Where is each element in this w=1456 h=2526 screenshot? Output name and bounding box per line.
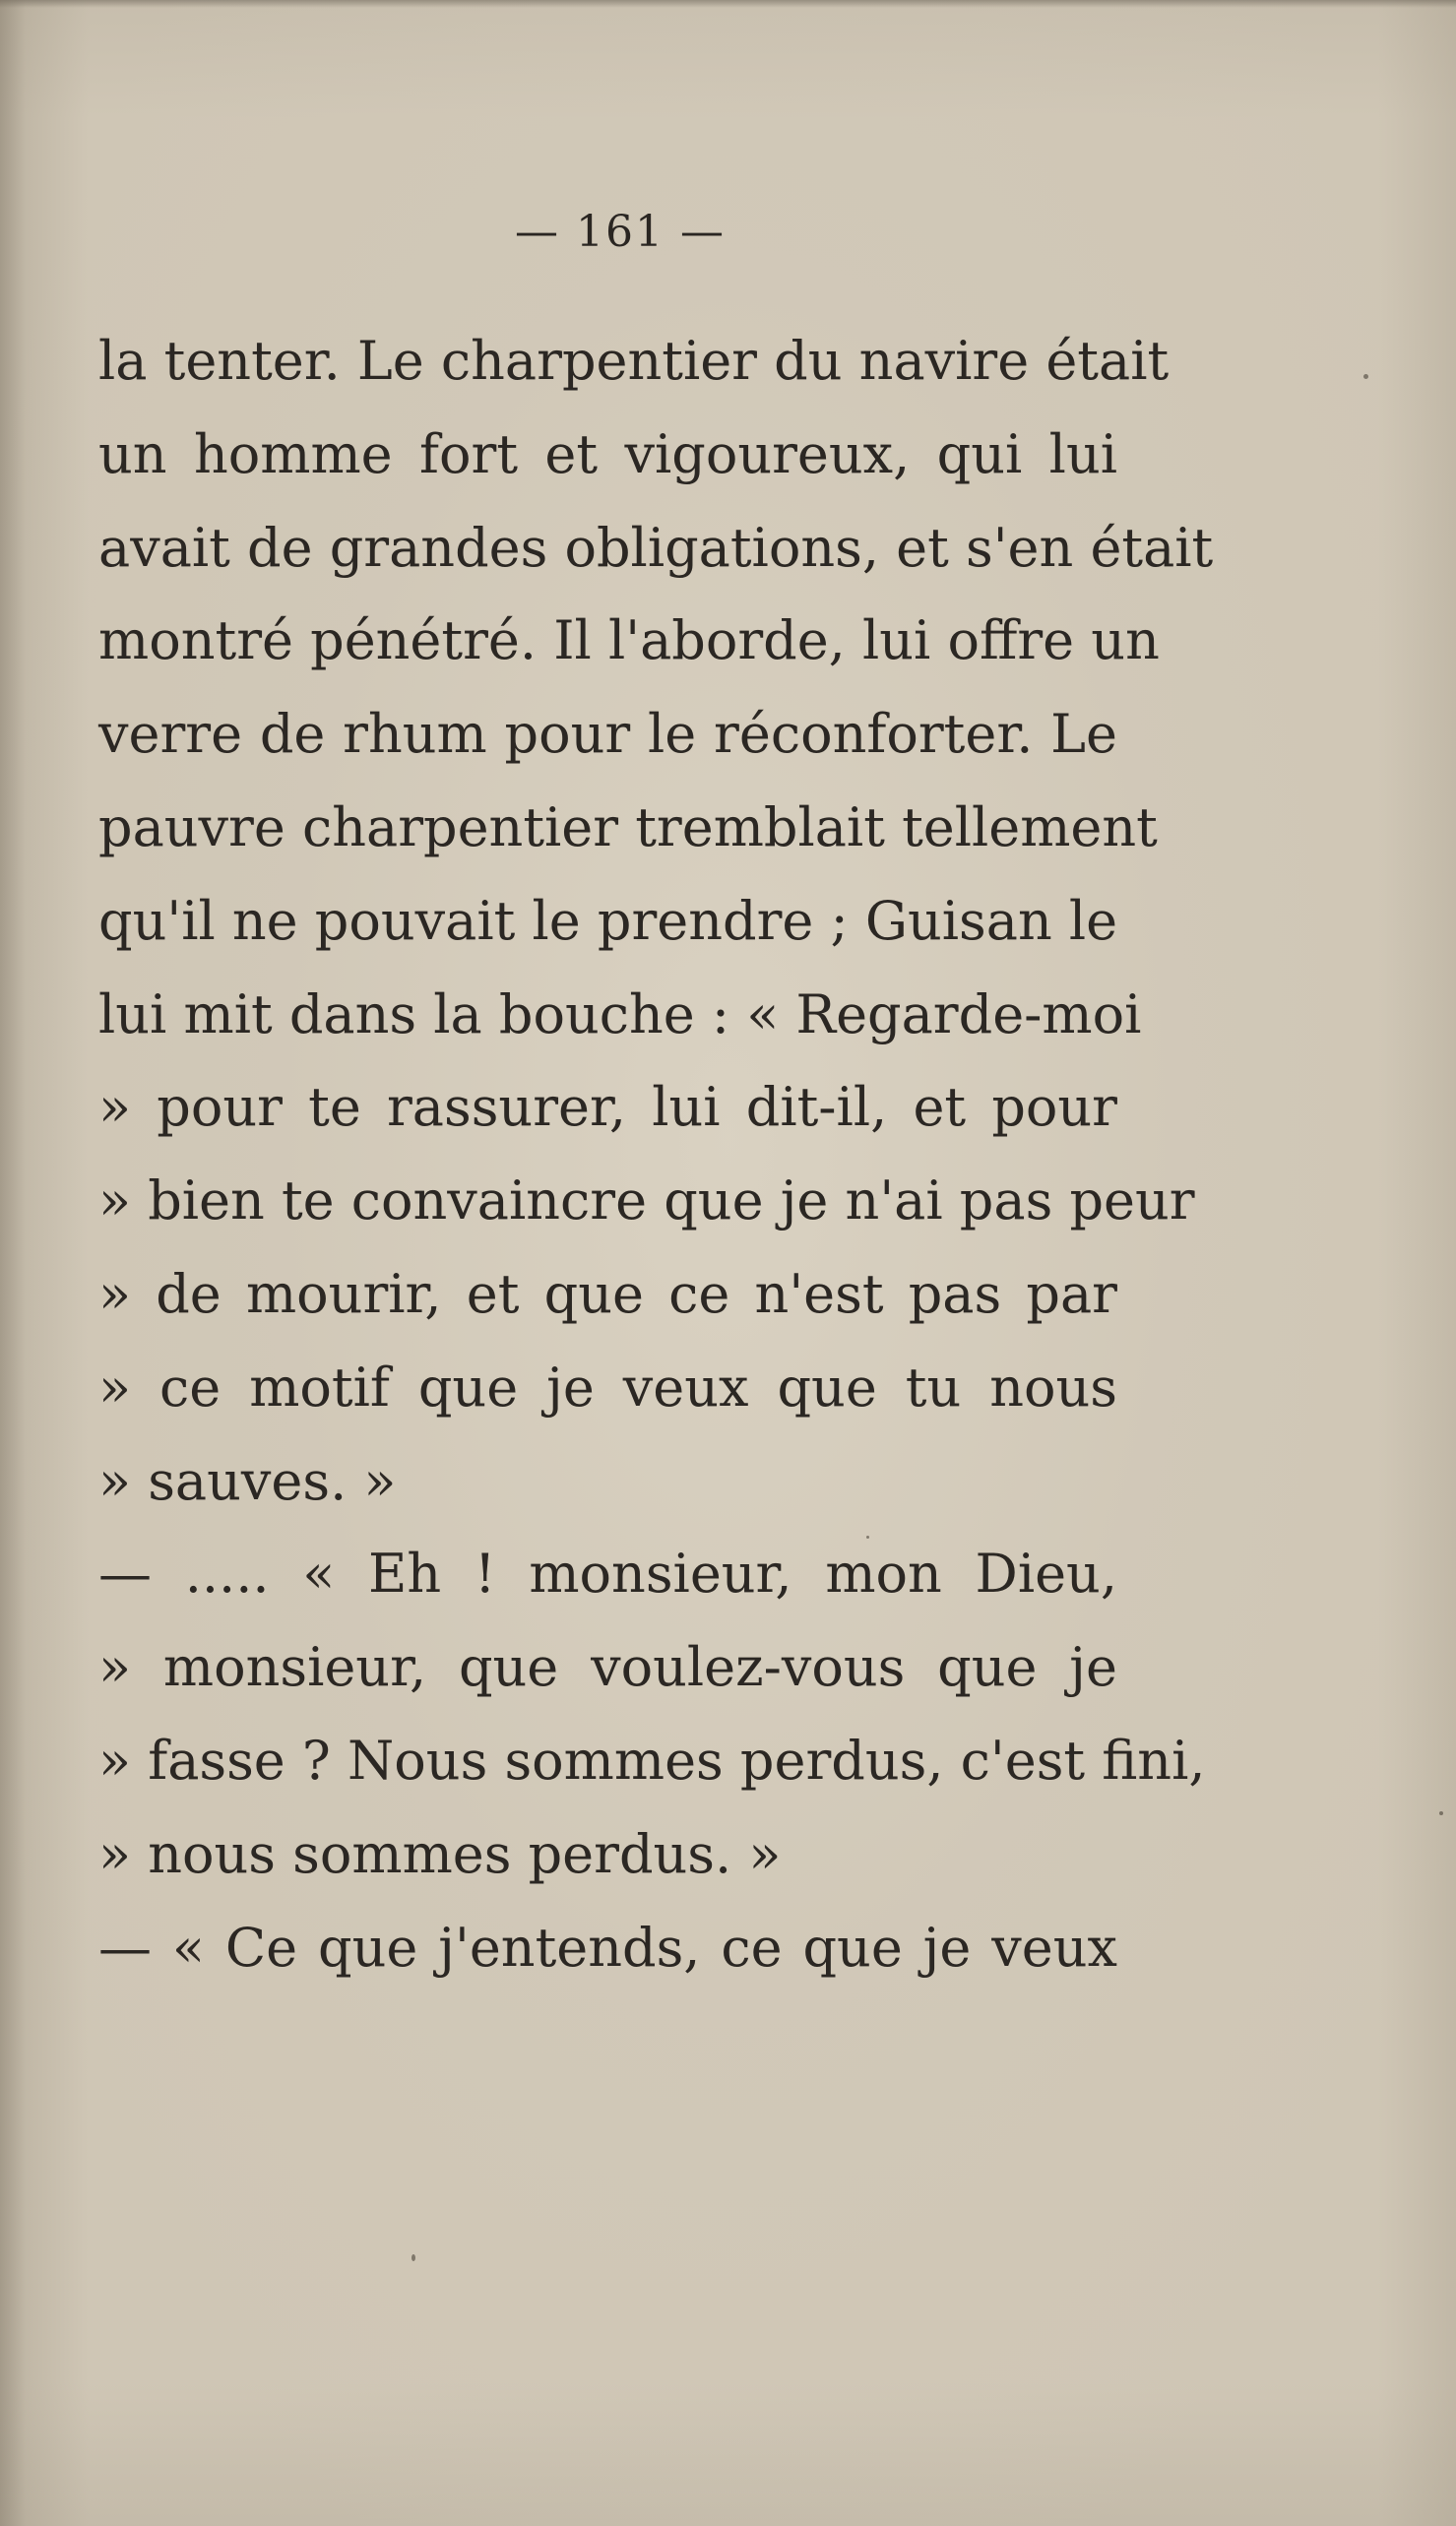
paper-speck xyxy=(866,1536,869,1539)
text-line: » de mourir, et que ce n'est pas par xyxy=(98,1262,1117,1325)
text-line: » monsieur, que voulez-vous que je xyxy=(98,1636,1117,1699)
text-line: qu'il ne pouvait le prendre ; Guisan le xyxy=(98,889,1118,952)
text-line: » fasse ? Nous sommes perdus, c'est fini, xyxy=(98,1729,1206,1792)
text-line: — « Ce que j'entends, ce que je veux xyxy=(98,1916,1117,1979)
text-line: la tenter. Le charpentier du navire était xyxy=(98,330,1170,392)
text-line: » pour te rassurer, lui dit-il, et pour xyxy=(98,1076,1117,1139)
text-line: avait de grandes obligations, et s'en était xyxy=(98,516,1214,579)
text-line: un homme fort et vigoureux, qui lui xyxy=(98,422,1117,485)
page-number: — 161 — xyxy=(515,207,726,257)
text-line: » ce motif que je veux que tu nous xyxy=(98,1356,1117,1419)
text-line: verre de rhum pour le réconforter. Le xyxy=(98,703,1117,766)
page-top-edge xyxy=(0,0,1456,8)
text-line: » nous sommes perdus. » xyxy=(98,1822,782,1885)
text-line: » bien te convaincre que je n'ai pas peur xyxy=(98,1169,1195,1232)
text-line: montré pénétré. Il l'aborde, lui offre un xyxy=(98,609,1160,672)
paper-speck xyxy=(411,2254,415,2261)
paper-speck xyxy=(1363,374,1368,379)
body-text xyxy=(98,315,1214,1994)
page-gutter-shadow xyxy=(0,0,26,2526)
text-line: — ..... « Eh ! monsieur, mon Dieu, xyxy=(98,1543,1117,1606)
text-line: lui mit dans la bouche : « Regarde-moi xyxy=(98,982,1142,1045)
text-line: pauvre charpentier tremblait tellement xyxy=(98,795,1158,858)
text-line: » sauves. » xyxy=(98,1449,397,1512)
paper-speck xyxy=(1439,1811,1443,1815)
